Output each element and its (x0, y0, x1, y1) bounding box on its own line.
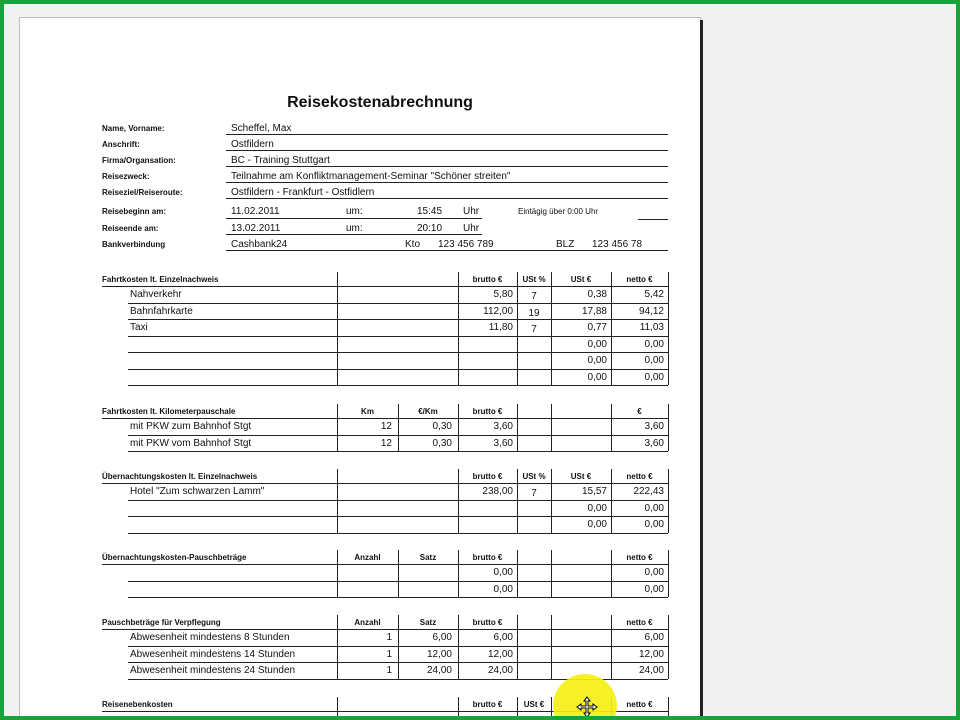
table-cell: 7 (531, 324, 537, 335)
start-label: Reisebeginn am: (102, 207, 167, 216)
header-label: Reisezweck: (102, 172, 150, 181)
table-cell: 12 (380, 421, 392, 432)
move-cursor-icon (576, 696, 598, 716)
blz-label: BLZ (556, 239, 575, 250)
start-um: um: (346, 206, 363, 217)
table-cell: 24,00 (638, 665, 664, 676)
bank-label: Bankverbindung (102, 240, 166, 249)
table-cell: 0,00 (644, 519, 664, 530)
table-cell: 112,00 (483, 305, 513, 317)
start-uhr: Uhr (463, 206, 480, 217)
table-cell: 19 (528, 307, 540, 319)
column-header: USt % (522, 275, 546, 284)
table-cell: 94,12 (638, 305, 664, 317)
document-title: Reisekostenabrechnung (287, 94, 473, 111)
table-cell: 0,30 (432, 437, 452, 449)
section-title: Übernachtungskosten lt. Einzelnachweis (102, 472, 258, 481)
table-cell: Abwesenheit mindestens 14 Stunden (130, 648, 296, 660)
column-header: € (637, 407, 642, 416)
table-cell: 0,00 (644, 583, 664, 595)
blz-value: 123 456 78 (592, 239, 643, 250)
table-cell: 0,77 (587, 322, 607, 333)
table-cell: Abwesenheit mindestens 8 Stunden (130, 632, 290, 643)
column-header: brutto € (472, 275, 503, 284)
header-label: Reiseziel/Reiseroute: (102, 188, 183, 197)
column-header: USt € (523, 700, 545, 709)
column-header: USt % (522, 472, 546, 481)
table-cell: 1 (386, 648, 392, 660)
table-cell: Hotel "Zum schwarzen Lamm" (130, 486, 265, 497)
header-value: Ostfildern - Frankfurt - Ostfidlern (231, 187, 375, 198)
column-header: brutto € (472, 618, 503, 627)
table-cell: 11,03 (639, 322, 664, 333)
document-page (20, 18, 700, 716)
table-cell: 0,00 (493, 567, 513, 578)
table-cell: 24,00 (487, 665, 513, 676)
column-header: brutto € (472, 407, 503, 416)
section-title: Reisenebenkosten (102, 700, 173, 709)
column-header: Anzahl (354, 618, 381, 627)
column-header: Anzahl (354, 553, 381, 562)
column-header: Km (361, 407, 374, 416)
table-cell: 15,57 (581, 486, 607, 497)
table-cell: 0,38 (587, 289, 607, 300)
column-header: USt € (570, 275, 592, 284)
table-cell: 238,00 (482, 486, 513, 497)
column-header: USt € (570, 472, 592, 481)
table-cell: 0,00 (587, 338, 607, 350)
column-header: €/Km (418, 407, 438, 416)
kto-label: Kto (405, 239, 421, 250)
table-cell: 0,00 (587, 502, 607, 514)
table-cell: mit PKW vom Bahnhof Stgt (130, 437, 252, 449)
table-cell: 0,00 (644, 355, 664, 366)
bank-name: Cashbank24 (231, 239, 288, 250)
header-value: Teilnahme am Konfliktmanagement-Seminar "Schöner streiten" (231, 171, 511, 182)
header-value: Ostfildern (231, 139, 274, 150)
table-cell: 0,00 (644, 502, 664, 514)
table-cell: 12,00 (426, 648, 452, 660)
table-cell: 6,00 (432, 632, 452, 643)
table-cell: 12 (380, 437, 392, 449)
start-time: 15:45 (417, 206, 443, 217)
table-cell: 0,00 (644, 338, 664, 350)
table-cell: 11,80 (488, 322, 513, 333)
table-cell: 3,60 (493, 421, 513, 432)
table-cell: 6,00 (493, 632, 513, 643)
column-header: netto € (626, 618, 653, 627)
table-cell: 0,00 (644, 567, 664, 578)
table-cell: 24,00 (426, 665, 452, 676)
section-title: Fahrtkosten lt. Kilometerpauschale (102, 407, 236, 416)
table-cell: 0,00 (587, 355, 607, 366)
table-cell: Taxi (130, 322, 148, 333)
section-title: Fahrtkosten lt. Einzelnachweis (102, 275, 219, 284)
table-cell: 0,00 (493, 583, 513, 595)
header-label: Firma/Organsation: (102, 156, 176, 165)
header-label: Anschrift: (102, 140, 140, 149)
table-cell: 0,30 (432, 421, 452, 432)
section-title: Pauschbeträge für Verpflegung (102, 618, 221, 627)
column-header: netto € (626, 472, 653, 481)
header-label: Name, Vorname: (102, 124, 165, 133)
table-cell: 1 (386, 632, 392, 643)
table-cell: 12,00 (487, 648, 513, 660)
table-cell: 0,00 (644, 371, 664, 383)
multiday-label: Eintägig über 0:00 Uhr (518, 207, 599, 216)
end-time: 20:10 (417, 223, 443, 234)
end-date: 13.02.2011 (231, 223, 281, 234)
table-cell: 3,60 (644, 437, 664, 449)
table-cell: 0,00 (587, 371, 607, 383)
table-cell: 7 (531, 291, 537, 302)
table-cell: 7 (531, 488, 537, 499)
end-uhr: Uhr (463, 223, 480, 234)
column-header: brutto € (472, 472, 503, 481)
column-header: netto € (626, 700, 653, 709)
table-cell: 3,60 (644, 421, 664, 432)
table-cell: 222,43 (633, 486, 664, 497)
table-cell: Bahnfahrkarte (130, 305, 193, 317)
column-header: Satz (419, 553, 437, 562)
table-cell: 5,42 (644, 289, 664, 300)
table-cell: 17,88 (581, 305, 607, 317)
table-cell: 12,00 (638, 648, 664, 660)
table-cell: mit PKW zum Bahnhof Stgt (130, 421, 252, 432)
end-um: um: (346, 223, 363, 234)
table-cell: 0,00 (587, 519, 607, 530)
kto-value: 123 456 789 (438, 239, 494, 250)
column-header: Satz (419, 618, 437, 627)
viewer-canvas (4, 4, 956, 716)
column-header: netto € (626, 553, 653, 562)
table-cell: 1 (386, 665, 392, 676)
table-cell: 3,60 (493, 437, 513, 449)
header-value: Scheffel, Max (231, 123, 292, 134)
header-value: BC - Training Stuttgart (231, 155, 330, 166)
table-cell: 5,80 (493, 289, 513, 300)
column-header: netto € (626, 275, 653, 284)
column-header: brutto € (472, 700, 503, 709)
end-label: Reiseende am: (102, 224, 159, 233)
table-cell: 6,00 (644, 632, 664, 643)
start-date: 11.02.2011 (231, 206, 280, 217)
section-title: Übernachtungskosten-Pauschbeträge (102, 553, 247, 562)
column-header: brutto € (472, 553, 503, 562)
table-cell: Abwesenheit mindestens 24 Stunden (130, 665, 296, 676)
table-cell: Nahverkehr (130, 289, 182, 300)
